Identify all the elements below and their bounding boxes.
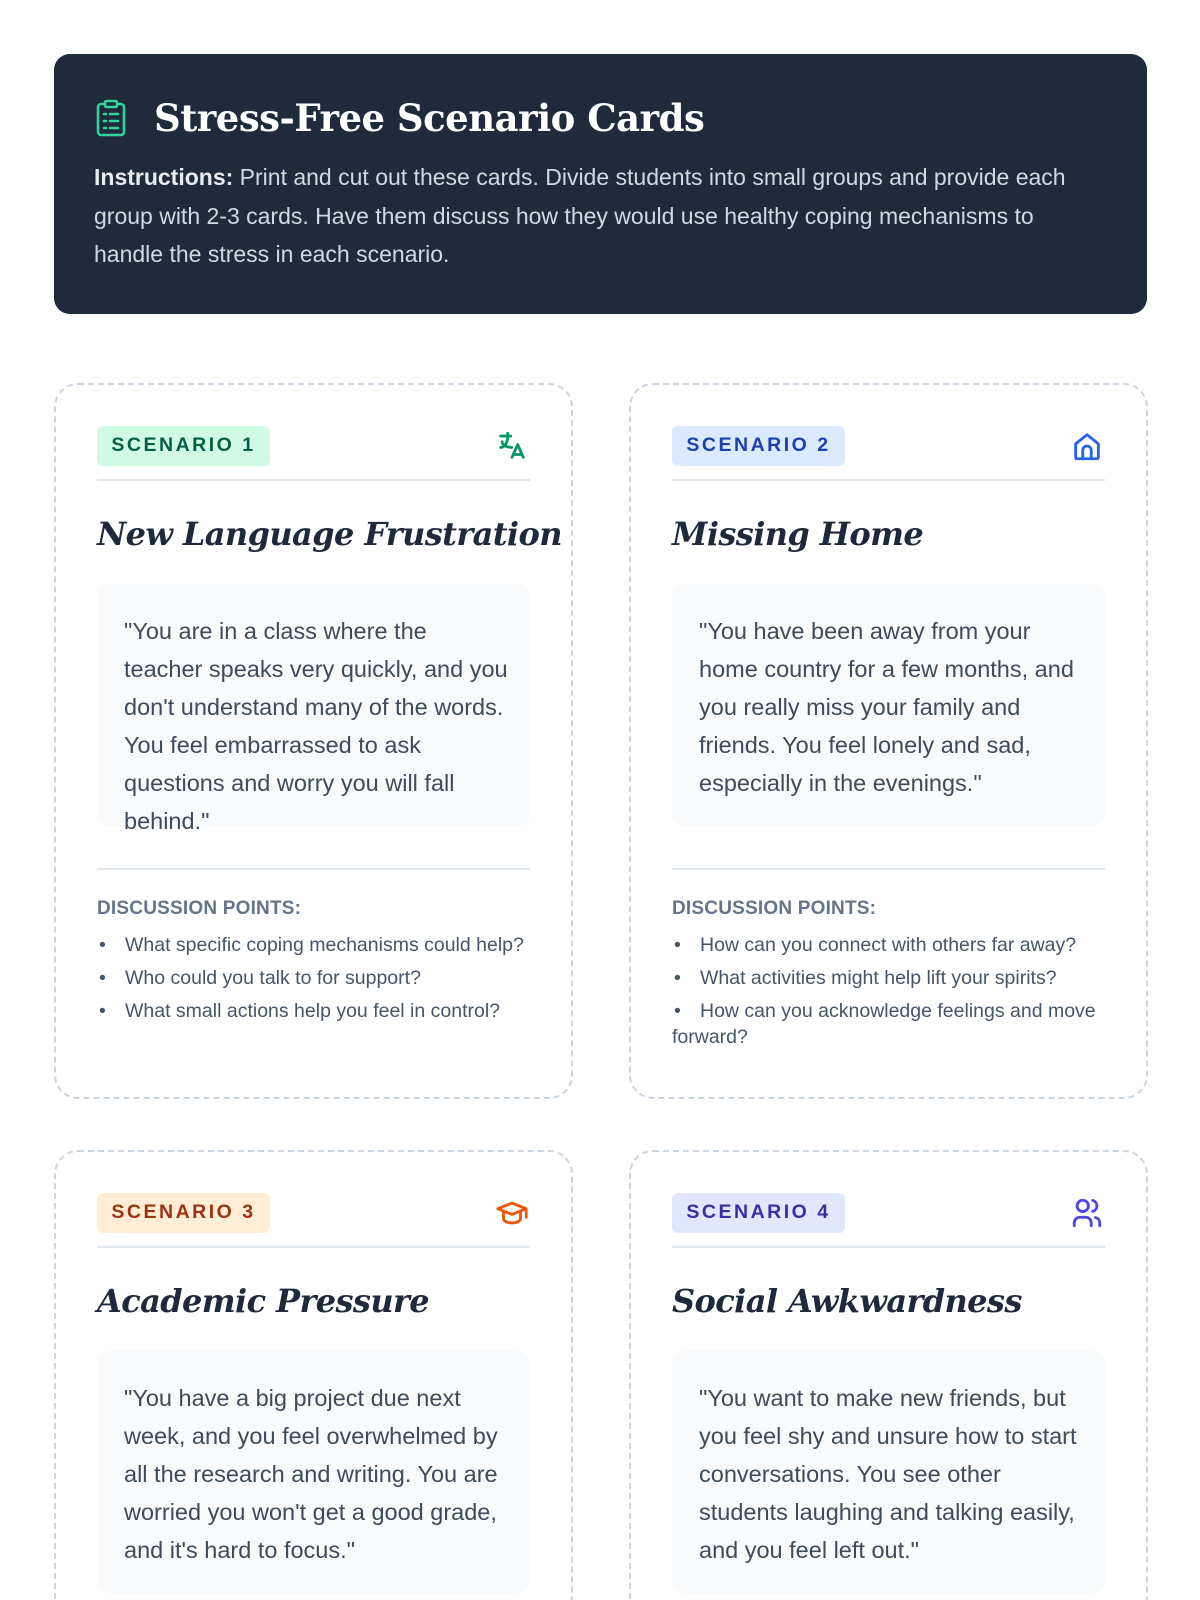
card-divider [97,479,530,481]
discussion-point: How can you connect with others far away? [700,934,1077,956]
card-header [97,425,530,466]
discussion-point: What activities might help lift your spirits? [700,967,1057,989]
instructions-text [94,158,1107,274]
page-title: Stress-Free Scenario Cards [154,96,705,140]
card-divider [672,868,1105,870]
home-icon [1069,428,1105,464]
scenario-card-3 [54,1150,573,1600]
discussion-point: What small actions help you feel in control? [125,1000,501,1022]
discussion-points-list [672,932,1105,1050]
card-divider [97,1246,530,1248]
discussion-points-label: DISCUSSION POINTS: [97,898,302,919]
clipboard-icon [94,98,128,138]
discussion-point: What specific coping mechanisms could help? [125,934,524,956]
list-item: • How can you acknowledge feelings and move forward? [672,1000,1096,1048]
card-title: New Language Frustration [97,515,562,553]
scenario-quote: "You have a big project due next week, and you feel overwhelmed by all the research and writing. You are worried you won't get a good grade, and it's hard to focus." [97,1351,530,1593]
card-title: Missing Home [672,515,924,553]
scenario-badge: SCENARIO 2 [672,426,845,466]
header-title-row [94,94,1107,142]
card-header [672,1192,1105,1233]
card-header [97,1192,530,1233]
scenario-card-4 [629,1150,1148,1600]
scenario-card-1 [54,383,573,1099]
list-item: • What small actions help you feel in control? [99,1000,501,1022]
instructions-label: Instructions: [94,164,234,190]
discussion-point: How can you acknowledge feelings and move forward? [672,1000,1096,1048]
card-title: Academic Pressure [97,1282,430,1320]
list-item: • Who could you talk to for support? [99,967,421,989]
list-item: • What activities might help lift your spirits? [674,967,1057,989]
card-divider [672,479,1105,481]
discussion-points-label: DISCUSSION POINTS: [672,898,877,919]
scenario-quote: "You have been away from your home country for a few months, and you really miss your family and friends. You feel lonely and sad, especially in the evenings." [672,584,1105,826]
list-item: • How can you connect with others far away? [674,934,1077,956]
users-icon [1069,1195,1105,1231]
scenario-quote: "You are in a class where the teacher speaks very quickly, and you don't understand many of the words. You feel embarrassed to ask questions and worry you will fall behind." [97,584,530,826]
instructions-header [54,54,1147,314]
scenario-card-2 [629,383,1148,1099]
card-divider [672,1246,1105,1248]
scenario-badge: SCENARIO 4 [672,1193,845,1233]
card-title: Social Awkwardness [672,1282,1022,1320]
scenario-badge: SCENARIO 3 [97,1193,270,1233]
card-divider [97,868,530,870]
discussion-points-list [97,932,530,1024]
scenario-badge: SCENARIO 1 [97,426,270,466]
instructions-body: Print and cut out these cards. Divide students into small groups and provide each group with 2-3 cards. Have them discuss how they would use healthy coping mechanisms to handle the stress in each scenario. [94,164,1066,267]
graduation-cap-icon [494,1195,530,1231]
language-translate-icon [494,428,530,464]
scenario-quote: "You want to make new friends, but you feel shy and unsure how to start conversations. You see other students laughing and talking easily, and you feel left out." [672,1351,1105,1593]
card-header [672,425,1105,466]
list-item: • What specific coping mechanisms could help? [99,934,524,956]
discussion-point: Who could you talk to for support? [125,967,421,989]
